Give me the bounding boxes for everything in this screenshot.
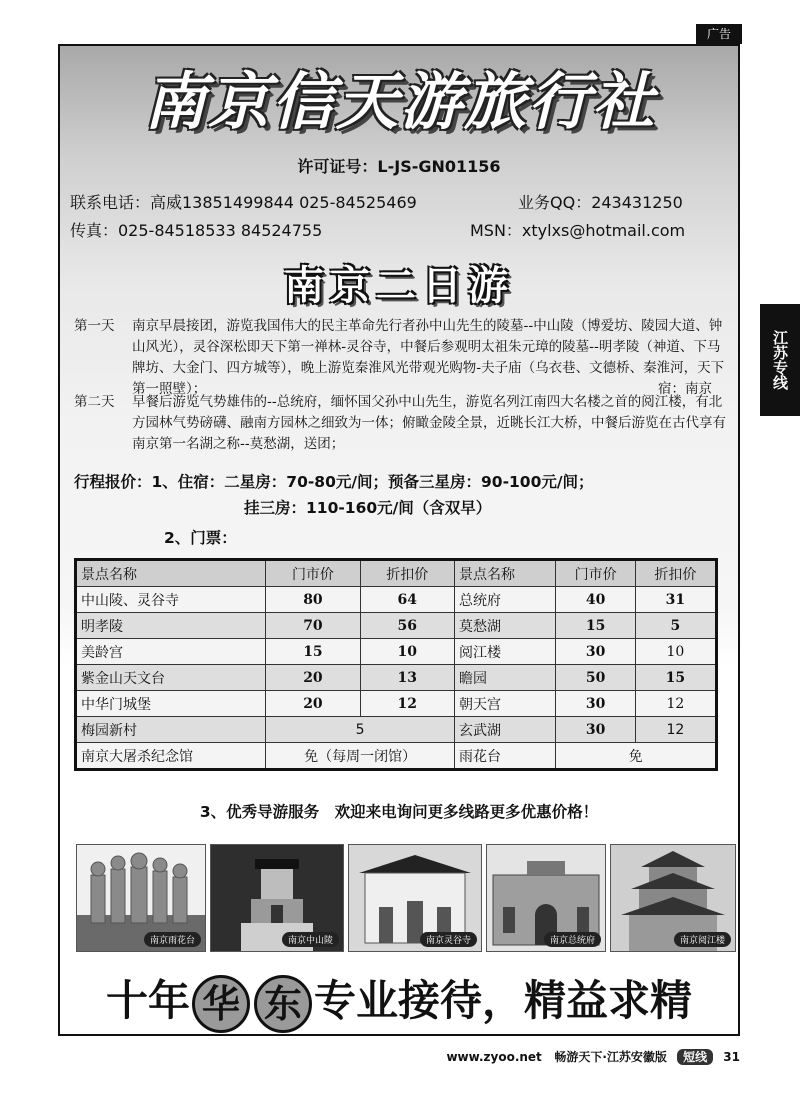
slogan [60,968,738,1033]
table-header-row [76,560,717,587]
photo-caption: 南京总统府 [544,932,601,947]
table-cell: 12 [360,691,454,717]
header-cell: 折扣价 [635,560,716,587]
license-number: 许可证号：L-JS-GN01156 [297,157,501,176]
table-cell: 莫愁湖 [454,613,555,639]
photo-zhongshanling [210,844,344,952]
contact-phone: 联系电话：高威13851499844 025-84525469 [70,193,417,212]
contact-msn: MSN：xtylxs@hotmail.com [470,221,686,240]
table-row [76,639,717,665]
table-row [76,743,717,770]
table-cell: 免（每周一闭馆） [266,743,455,770]
table-row [76,665,717,691]
table-cell: 13 [360,665,454,691]
table-row [76,691,717,717]
tickets-label: 2、门票： [164,529,237,547]
contact-fax: 传真：025-84518533 84524755 [70,221,323,240]
day2-label: 第二天 [74,394,115,410]
table-cell: 20 [266,691,360,717]
page-footer [446,1048,740,1065]
table-cell: 中山陵、灵谷寺 [76,587,266,613]
photo-yuejianglou [610,844,736,952]
day2-text: 早餐后游览气势雄伟的--总统府，缅怀国父孙中山先生，游览名列江南四大名楼之首的阅江楼，有北方园林气势磅礴、融南方园林之细致为一体；俯瞰金陵全景，近眺长江大桥，中餐后游览在古代享有南京第一名湖之称--莫愁湖，送团； [132,394,726,452]
side-tab-jiangsu: 江苏专线 [760,304,800,416]
photo-caption: 南京灵谷寺 [420,932,477,947]
table-cell: 中华门城堡 [76,691,266,717]
footer-magazine: 畅游天下·江苏安徽版 [554,1050,667,1064]
table-cell: 阅江楼 [454,639,555,665]
header-cell: 折扣价 [360,560,454,587]
table-cell: 5 [266,717,455,743]
day1-stay: 宿：南京 [658,381,712,397]
table-cell: 80 [266,587,360,613]
table-cell: 20 [266,665,360,691]
itinerary-day2 [74,392,738,458]
table-cell: 40 [556,587,636,613]
ticket-price-table [74,558,718,771]
header-cell: 门市价 [266,560,360,587]
slogan-circle-dong: 东 [254,975,312,1033]
table-cell: 12 [635,717,716,743]
table-cell: 70 [266,613,360,639]
table-cell: 瞻园 [454,665,555,691]
table-cell: 64 [360,587,454,613]
table-cell: 31 [635,587,716,613]
table-cell: 玄武湖 [454,717,555,743]
header-cell: 门市价 [556,560,636,587]
table-cell: 56 [360,613,454,639]
table-cell: 南京大屠杀纪念馆 [76,743,266,770]
footer-badge: 短线 [677,1049,713,1065]
slogan-suffix: 专业接待，精益求精 [314,976,693,1025]
table-row [76,587,717,613]
table-row [76,613,717,639]
agency-title: 南京信天游旅行社 [143,65,656,138]
table-cell: 15 [266,639,360,665]
day1-label: 第一天 [74,318,115,334]
table-cell: 30 [556,639,636,665]
header-cell: 景点名称 [454,560,555,587]
table-cell: 15 [556,613,636,639]
photo-caption: 南京中山陵 [282,932,339,947]
table-cell: 美龄宫 [76,639,266,665]
table-cell: 15 [635,665,716,691]
table-cell: 紫金山天文台 [76,665,266,691]
table-cell: 总统府 [454,587,555,613]
table-cell: 30 [556,717,636,743]
table-cell: 10 [635,639,716,665]
guide-service-line: 3、优秀导游服务 欢迎来电询问更多线路更多优惠价格！ [199,803,599,821]
tour-subtitle: 南京二日游 [284,263,514,309]
footer-site: www.zyoo.net [446,1050,542,1064]
table-cell: 朝天宫 [454,691,555,717]
price-line-2: 挂三房：110-160元/间（含双早） [244,499,492,517]
header-cell: 景点名称 [76,560,266,587]
photo-yuhuatai [76,844,206,952]
day1-text: 南京早晨接团，游览我国伟大的民主革命先行者孙中山先生的陵墓--中山陵（博爱坊、陵园大道、钟山风光），灵谷深松即天下第一禅林-灵谷寺，中餐后参观明太祖朱元璋的陵墓--明孝陵（神道、下马牌坊、大金门、四方城等），晚上游览秦淮风光带观光购物-夫子庙（乌衣巷、文德桥、秦淮河，天下第一照壁）； [132,318,725,397]
table-cell: 30 [556,691,636,717]
table-cell: 免 [556,743,717,770]
photo-caption: 南京雨花台 [144,932,201,947]
ad-frame [58,44,740,1036]
ad-tag: 广告 [696,24,742,44]
contact-qq: 业务QQ：243431250 [518,193,683,212]
table-cell: 明孝陵 [76,613,266,639]
table-cell: 梅园新村 [76,717,266,743]
photo-linggusi [348,844,482,952]
slogan-prefix: 十年 [105,976,190,1025]
footer-page-number: 31 [723,1050,740,1064]
photo-zongtongfu [486,844,606,952]
table-row [76,717,717,743]
table-cell: 50 [556,665,636,691]
price-line-1: 行程报价：1、住宿：二星房：70-80元/间；预备三星房：90-100元/间； [74,473,594,491]
slogan-circle-hua: 华 [192,975,250,1033]
table-cell: 5 [635,613,716,639]
table-cell: 12 [635,691,716,717]
table-cell: 雨花台 [454,743,555,770]
table-cell: 10 [360,639,454,665]
photo-caption: 南京阅江楼 [674,932,731,947]
